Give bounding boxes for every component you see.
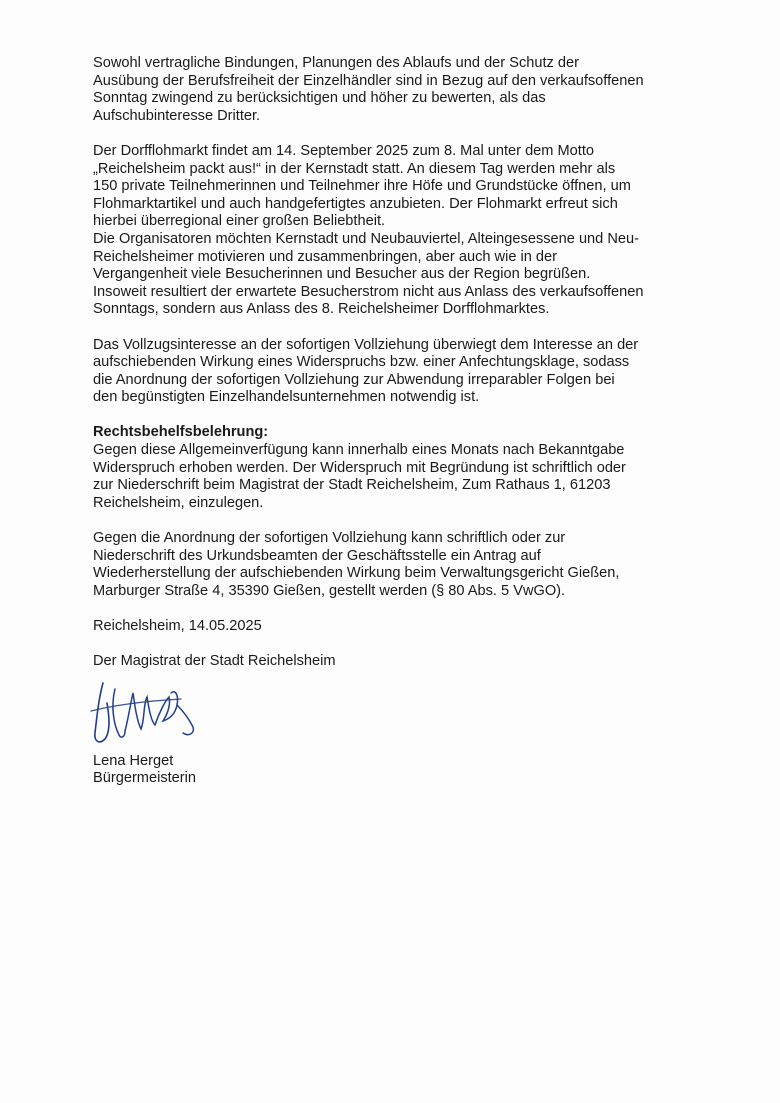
text-line: Insoweit resultiert der erwartete Besucherstrom nicht aus Anlass des verkaufsoffenen [93,283,644,300]
text-line: die Anordnung der sofortigen Vollziehung zur Abwendung irreparabler Folgen bei [93,371,615,388]
paragraph-legal-remedy [93,424,713,512]
text-line: Wiederherstellung der aufschiebenden Wirkung beim Verwaltungsgericht Gießen, [93,565,620,582]
signer-name: Lena Herget [93,752,174,769]
paragraph-enforcement-interest [93,337,713,407]
document-body [93,55,713,787]
text-line: Sonntag zwingend zu berücksichtigen und höher zu bewerten, als das [93,90,546,107]
text-line: Vergangenheit viele Besucherinnen und Besucher aus der Region begrüßen. [93,266,591,283]
text-line: Sowohl vertragliche Bindungen, Planungen des Ablaufs und der Schutz der [93,55,579,71]
text-line: „Reichelsheim packt aus!“ in der Kernstadt statt. An diesem Tag werden mehr als [93,160,616,177]
signer-title: Bürgermeisterin [93,770,197,787]
place-and-date: Reichelsheim, 14.05.2025 [93,618,262,634]
text-line: zur Niederschrift beim Magistrat der Stadt Reichelsheim, Zum Rathaus 1, 61203 [93,477,611,494]
handwritten-signature [85,675,205,757]
text-line: Die Organisatoren möchten Kernstadt und Neubauviertel, Alteingesessene und Neu- [93,230,639,247]
text-line: Ausübung der Berufsfreiheit der Einzelhändler sind in Bezug auf den verkaufsoffenen [93,72,644,89]
legal-remedy-heading: Rechtsbehelfsbelehrung: [93,424,269,441]
text-line: Reichelsheimer motivieren und zusammenbringen, aber auch wie in der [93,248,557,265]
text-line: Sonntags, sondern aus Anlass des 8. Reichelsheimer Dorfflohmarktes. [93,301,550,318]
text-line: Aufschubinteresse Dritter. [93,107,261,124]
text-line: 150 private Teilnehmerinnen und Teilnehmer ihre Höfe und Grundstücke öffnen, um [93,178,631,195]
paragraph-court-application [93,530,713,600]
signature-block [93,675,713,787]
text-line: Widerspruch erhoben werden. Der Widerspruch mit Begründung ist schriftlich oder [93,459,626,476]
text-line: Gegen die Anordnung der sofortigen Vollziehung kann schriftlich oder zur [93,530,566,547]
text-line: Niederschrift des Urkundsbeamten der Geschäftsstelle ein Antrag auf [93,547,541,564]
text-line: Gegen diese Allgemeinverfügung kann innerhalb eines Monats nach Bekanntgabe [93,442,625,459]
text-line: aufschiebenden Wirkung eines Widerspruchs bzw. einer Anfechtungsklage, sodass [93,354,630,371]
text-line: Reichelsheim, einzulegen. [93,494,264,511]
issuing-authority: Der Magistrat der Stadt Reichelsheim [93,653,336,670]
text-line: Der Dorfflohmarkt findet am 14. September 2025 zum 8. Mal unter dem Motto [93,142,595,159]
text-line: Marburger Straße 4, 35390 Gießen, gestellt werden (§ 80 Abs. 5 VwGO). [93,582,566,599]
paragraph-flea-market [93,143,713,319]
text-line: Flohmarktartikel und auch handgefertigtes anzubieten. Der Flohmarkt erfreut sich [93,195,618,212]
text-line: hierbei überregional einer großen Beliebtheit. [93,213,386,230]
text-line: Das Vollzugsinteresse an der sofortigen Vollziehung überwiegt dem Interesse an der [93,336,639,353]
text-line: den begünstigten Einzelhandelsunternehmen notwendig ist. [93,389,480,406]
paragraph-contractual-obligations [93,55,713,125]
